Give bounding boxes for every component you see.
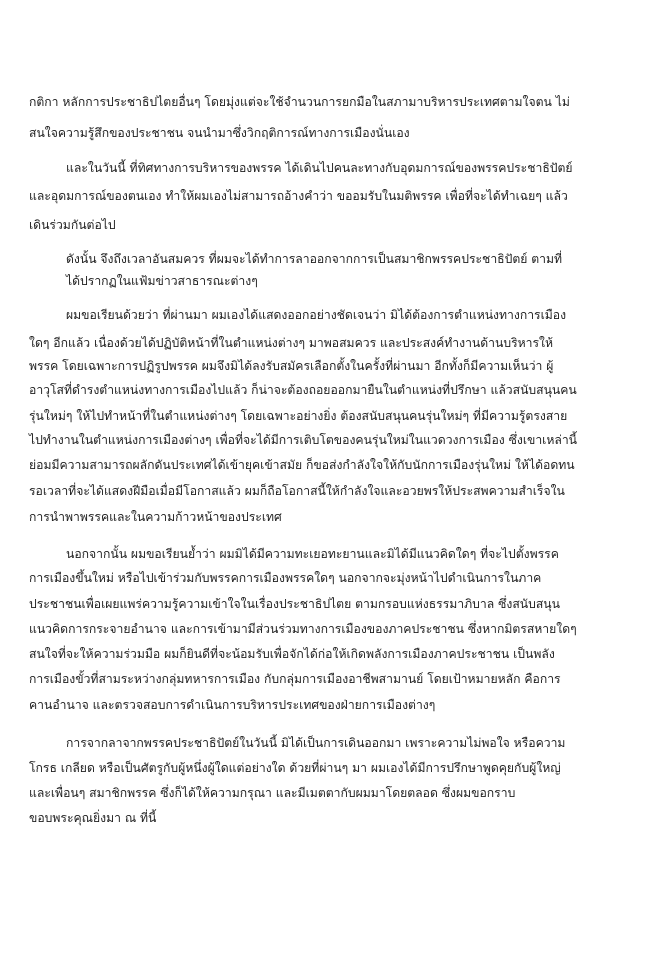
text-line: การเมืองขึ้นใหม่ หรือไปเข้าร่วมกับพรรคการเมืองพรรคใดๆ นอกจากจะมุ่งหน้าไปดำเนินการในภาค bbox=[29, 571, 542, 585]
text-line: ดังนั้น จึงถึงเวลาอันสมควร ที่ผมจะได้ทำการลาออกจากการเป็นสมาชิกพรรคประชาธิปัตย์ ตามที่ bbox=[66, 252, 563, 266]
text-line: สนใจที่จะให้ความร่วมมือ ผมก็ยินดีที่จะน้อมรับเพื่อจักได้ก่อให้เกิดพลังการเมืองภาคประชาชน เป็นพลัง bbox=[29, 647, 555, 661]
text-line: พรรค โดยเฉพาะการปฏิรูปพรรค ผมจึงมิได้ลงรับสมัครเลือกตั้งในครั้งที่ผ่านมา อีกทั้งก็มีความเห็นว่า ผู้ bbox=[29, 359, 554, 373]
text-line: การนำพาพรรคและในความก้าวหน้าของประเทศ bbox=[29, 510, 282, 524]
text-line: อาวุโสที่ดำรงตำแหน่งทางการเมืองไปแล้ว ก็น่าจะต้องถอยออกมายืนในตำแหน่งที่ปรึกษา แล้วสนับสนุนคน bbox=[29, 383, 577, 397]
text-line: ย่อมมีความสามารถผลักดันประเทศได้เข้ายุคเข้าสมัย ก็ขอส่งกำลังใจให้กับนักการเมืองรุ่นใหม่ ให้ได้อดทน bbox=[29, 458, 575, 472]
text-line: การจากลาจากพรรคประชาธิปัตย์ในวันนี้ มิได้เป็นการเดินออกมา เพราะความไม่พอใจ หรือความ bbox=[66, 736, 566, 750]
text-line: ไปทำงานในตำแหน่งการเมืองต่างๆ เพื่อที่จะได้มีการเติบโตของคนรุ่นใหม่ในแวดวงการเมือง ซึ่งเขาเหล่านี้ bbox=[29, 433, 578, 447]
text-line: คานอำนาจ และตรวจสอบการดำเนินการบริหารประเทศของฝ่ายการเมืองต่างๆ bbox=[29, 698, 436, 712]
text-line: รอเวลาที่จะได้แสดงฝีมือเมื่อมีโอกาสแล้ว ผมก็ถือโอกาสนี้ให้กำลังใจและอวยพรให้ประสพความสำเร็จใน bbox=[29, 484, 565, 498]
text-line: เดินร่วมกันต่อไป bbox=[29, 218, 116, 232]
text-line: ใดๆ อีกแล้ว เนื่องด้วยได้ปฏิบัติหน้าที่ในตำแหน่งต่างๆ มาพอสมควร และประสงค์ทำงานด้านบริหารให้ bbox=[29, 336, 554, 350]
text-line: กติกา หลักการประชาธิปไตยอื่นๆ โดยมุ่งแต่จะใช้จำนวนการยกมือในสภามาบริหารประเทศตามใจตน ไม่ bbox=[29, 95, 570, 109]
text-line: รุ่นใหม่ๆ ให้ไปทำหน้าที่ในตำแหน่งต่างๆ โดยเฉพาะอย่างยิ่ง ต้องสนับสนุนคนรุ่นใหม่ๆ ที่มีความรู้ตรงสาย bbox=[29, 409, 568, 423]
text-line: การเมืองขั้วที่สามระหว่างกลุ่มทหารการเมือง กับกลุ่มการเมืองอาชีพสามานย์ โดยเป้าหมายหลัก คือการ bbox=[29, 672, 561, 686]
text-line: โกรธ เกลียด หรือเป็นศัตรูกับผู้หนึ่งผู้ใดแต่อย่างใด ด้วยที่ผ่านๆ มา ผมเองได้มีการปรึกษาพูดคุยกับผู้ใหญ่ bbox=[29, 761, 561, 775]
text-line: และเพื่อนๆ สมาชิกพรรค ซึ่งก็ได้ให้ความกรุณา และมีเมตตากับผมมาโดยตลอด ซึ่งผมขอกราบ bbox=[29, 786, 516, 800]
text-line: สนใจความรู้สึกของประชาชน จนนำมาซึ่งวิกฤติการณ์ทางการเมืองนั่นเอง bbox=[29, 126, 410, 140]
text-line: นอกจากนั้น ผมขอเรียนย้ำว่า ผมมิได้มีความทะเยอทะยานและมิได้มีแนวคิดใดๆ ที่จะไปตั้งพรรค bbox=[66, 547, 559, 561]
text-line: และในวันนี้ ที่ทิศทางการบริหารของพรรค ได้เดินไปคนละทางกับอุดมการณ์ของพรรคประชาธิปัตย์ bbox=[66, 161, 573, 175]
text-line: ขอบพระคุณยิ่งมา ณ ที่นี้ bbox=[29, 811, 157, 825]
text-line: ประชาชนเพื่อเผยแพร่ความรู้ความเข้าใจในเรื่องประชาธิปไตย ตามกรอบแห่งธรรมาภิบาล ซึ่งสนับสนุน bbox=[29, 597, 560, 611]
text-line: ผมขอเรียนด้วยว่า ที่ผ่านมา ผมเองได้แสดงออกอย่างชัดเจนว่า มิได้ต้องการตำแหน่งทางการเมือง bbox=[66, 308, 567, 322]
text-line: แนวคิดการกระจายอำนาจ และการเข้ามามีส่วนร่วมทางการเมืองของภาคประชาชน ซึ่งหากมิตรสหายใดๆ bbox=[29, 622, 577, 636]
text-line: ได้ปรากฏในแฟ้มข่าวสาธารณะต่างๆ bbox=[66, 274, 258, 288]
text-line: และอุดมการณ์ของตนเอง ทำให้ผมเองไม่สามารถอ้างคำว่า ขออมรับในมติพรรค เพื่อที่จะได้ทำเฉยๆ แล้ว bbox=[29, 189, 568, 203]
